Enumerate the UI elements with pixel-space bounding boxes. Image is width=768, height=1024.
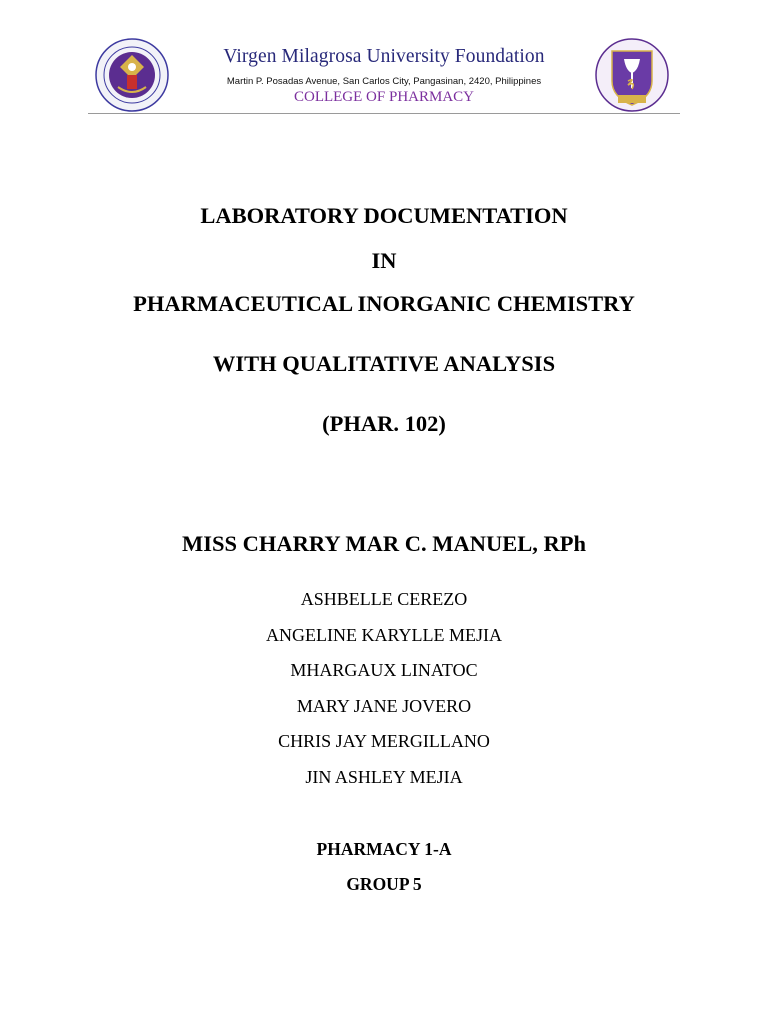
university-seal-icon <box>94 37 170 113</box>
class-section: PHARMACY 1-A <box>316 839 452 859</box>
group-number: GROUP 5 <box>346 874 422 894</box>
college-name: COLLEGE OF PHARMACY <box>293 89 474 105</box>
university-address: Martin P. Posadas Avenue, San Carlos City, Pangasinan, 2420, Philippines <box>226 76 542 87</box>
header-divider <box>88 113 680 114</box>
member-name: ASHBELLE CEREZO <box>300 589 468 609</box>
document-title-line-3: PHARMACEUTICAL INORGANIC CHEMISTRY <box>133 291 635 316</box>
document-title-line-4: WITH QUALITATIVE ANALYSIS <box>212 351 556 376</box>
university-name: Virgen Milagrosa University Foundation <box>223 46 545 67</box>
instructor-name: MISS CHARRY MAR C. MANUEL, RPh <box>181 531 586 556</box>
college-of-pharmacy-seal-icon <box>594 37 670 113</box>
member-name: JIN ASHLEY MEJIA <box>305 766 463 787</box>
member-name: MARY JANE JOVERO <box>296 695 472 716</box>
member-name: CHRIS JAY MERGILLANO <box>278 731 490 751</box>
letterhead <box>88 32 680 114</box>
course-code: (PHAR. 102) <box>322 411 446 436</box>
document-title-line-2: IN <box>371 248 397 273</box>
document-title-line-1: LABORATORY DOCUMENTATION <box>200 203 568 228</box>
group-members-list <box>0 586 768 799</box>
member-name: ANGELINE KARYLLE MEJIA <box>266 624 502 645</box>
member-name: MHARGAUX LINATOC <box>290 660 478 680</box>
